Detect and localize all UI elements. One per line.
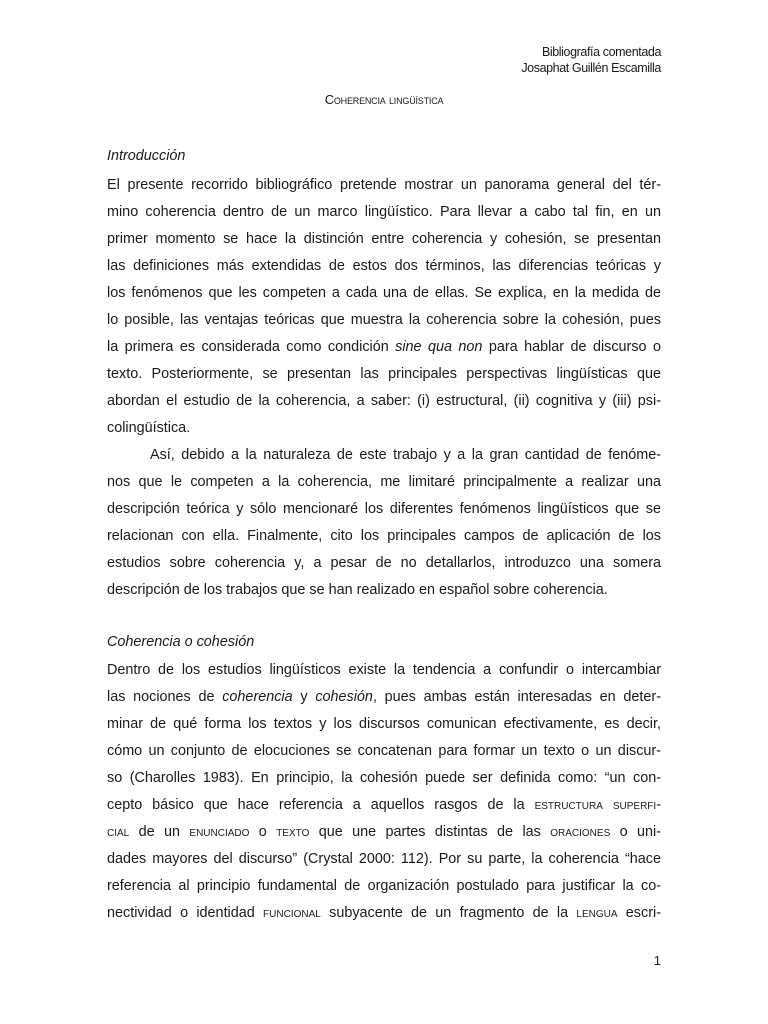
paragraph-line: primer momento se hace la distinción entre coherencia y cohesión, se presentan: [107, 231, 661, 247]
paragraph-line: minar de qué forma los textos y los discursos comunican efectivamente, es decir,: [107, 716, 661, 732]
paragraph-line: so (Charolles 1983). En principio, la cohesión puede ser definida como: “un con-: [107, 770, 661, 786]
paragraph-line: Dentro de los estudios lingüísticos existe la tendencia a confundir o intercambiar: [107, 662, 661, 678]
page-header: [521, 44, 661, 76]
paragraph-line: abordan el estudio de la coherencia, a saber: (i) estructural, (ii) cognitiva y (iii) psi-: [107, 393, 661, 409]
header-line-author: Josaphat Guillén Escamilla: [521, 61, 661, 75]
paragraph-line: relacionan con ella. Finalmente, cito los principales campos de aplicación de los: [107, 528, 661, 544]
italic-term: cohesión: [315, 689, 373, 705]
paragraph-line: cómo un conjunto de elocuciones se concatenan para formar un texto o un discur-: [107, 743, 661, 759]
italic-term: sine qua non: [395, 339, 483, 355]
paragraph-line: El presente recorrido bibliográfico pretende mostrar un panorama general del tér-: [107, 177, 661, 193]
paragraph-line: la primera es considerada como condición sine qua non para hablar de discurso o: [107, 339, 661, 355]
small-caps-term: oraciones: [550, 824, 611, 840]
small-caps-term: funcional: [263, 905, 321, 921]
paragraph-line: las nociones de coherencia y cohesión, pues ambas están interesadas en deter-: [107, 689, 661, 705]
paragraph-line: cial de un enunciado o texto que une partes distintas de las oraciones o uni-: [107, 824, 662, 840]
paragraph-line: los fenómenos que les competen a cada una de ellas. Se explica, en la medida de: [107, 285, 661, 301]
small-caps-term: enunciado: [189, 824, 250, 840]
paragraph-line: las definiciones más extendidas de estos dos términos, las diferencias teóricas y: [107, 258, 661, 274]
section-heading-coherencia-o-cohesion: Coherencia o cohesión: [107, 634, 255, 650]
paragraph-line: dades mayores del discurso” (Crystal 2000: 112). Por su parte, la coherencia “hace: [107, 851, 661, 867]
paragraph-line: Así, debido a la naturaleza de este trabajo y a la gran cantidad de fenóme-: [150, 447, 661, 463]
paragraph-line: nos que le competen a la coherencia, me limitaré principalmente a realizar una: [107, 474, 661, 490]
page-number: 1: [653, 953, 661, 968]
paragraph-line: texto. Posteriormente, se presentan las principales perspectivas lingüísticas que: [107, 366, 661, 382]
small-caps-term: texto: [276, 824, 310, 840]
italic-term: coherencia: [222, 689, 293, 705]
paragraph-line: cepto básico que hace referencia a aquellos rasgos de la estructura superfi-: [107, 797, 661, 813]
paragraph-line: descripción teórica y sólo mencionaré los diferentes fenómenos lingüísticos que se: [107, 501, 661, 517]
section-heading-introduccion: Introducción: [107, 148, 186, 164]
small-caps-term: cial: [107, 824, 130, 840]
paragraph-line: descripción de los trabajos que se han realizado en español sobre coherencia.: [107, 582, 608, 598]
paragraph-line: lo posible, las ventajas teóricas que muestra la coherencia sobre la cohesión, pues: [107, 312, 661, 328]
paragraph-line: estudios sobre coherencia y, a pesar de no detallarlos, introduzco una somera: [107, 555, 661, 571]
small-caps-term: lengua: [576, 905, 618, 921]
paragraph-line: colingüística.: [107, 420, 191, 436]
paragraph-line: mino coherencia dentro de un marco lingüístico. Para llevar a cabo tal fin, en un: [107, 204, 661, 220]
document-title: Coherencia lingüística: [324, 92, 444, 107]
paragraph-line: referencia al principio fundamental de organización postulado para justificar la co-: [107, 878, 661, 894]
small-caps-term: estructura superfi-: [534, 797, 661, 813]
paragraph-line: nectividad o identidad funcional subyacente de un fragmento de la lengua escri-: [107, 905, 661, 921]
header-line-title: Bibliografía comentada: [541, 45, 661, 59]
